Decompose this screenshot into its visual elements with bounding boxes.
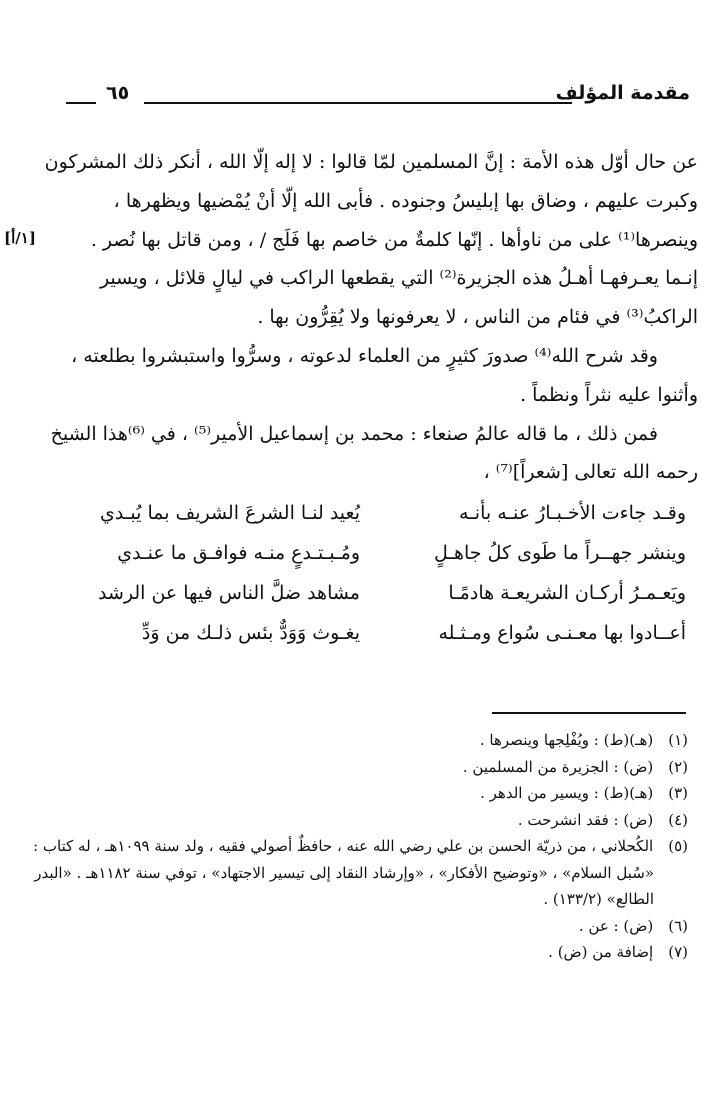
poem-verse	[70, 582, 686, 622]
footnote	[74, 913, 688, 940]
body-line: رحمه الله تعالى [شعراً]⁽⁷⁾ ،	[483, 461, 698, 484]
footnote-text: (ض) : الجزيرة من المسلمين .	[462, 757, 654, 776]
footnote-text: (ض) : فقد انشرحت .	[517, 810, 654, 829]
footnote	[74, 939, 688, 966]
footnote-text: (هـ)(ط) : ويُفْلِجها وينصرها .	[479, 731, 654, 749]
body-line: وأثنوا عليه نثراً ونظماً .	[520, 383, 698, 406]
body-line: فمن ذلك ، ما قاله عالمُ صنعاء : محمد بن إسماعيل الأمير⁽⁵⁾ ، في ⁽⁶⁾هذا الشيخ	[50, 422, 658, 445]
poem-verse	[70, 542, 686, 582]
footnote	[74, 727, 688, 754]
header-dash	[66, 102, 96, 104]
footnote-number: (٥)	[668, 837, 688, 855]
body-line: عن حال أوّل هذه الأمة : إنَّ المسلمين لمّا قالوا : لا إله إلّا الله ، أنكر ذلك المشركون	[44, 151, 698, 173]
footnote-number: (٢)	[668, 757, 688, 776]
page-number: ٦٥	[106, 82, 130, 104]
body-text	[44, 143, 698, 492]
footnote-number: (٦)	[668, 916, 688, 935]
header-rule	[144, 102, 572, 104]
body-line: إنـما يعـرفهـا أهـلُ هذه الجزيرة⁽²⁾ التي يقطعها الراكب في ليالٍ قلائل ، ويسير	[99, 267, 698, 290]
footnote-text: (هـ)(ط) : ويسير من الدهر .	[480, 784, 654, 802]
running-title: مقدمة المؤلف	[555, 82, 690, 104]
body-line: وينصرها⁽¹⁾ على من ناوأها . إنّها كلمةٌ من خاصم بها فَلَج / ، ومن قاتل بها نُصر .	[90, 228, 698, 251]
footnote	[33, 833, 688, 860]
footnote-separator	[492, 712, 686, 714]
body-line: الراكبُ⁽³⁾ في فئام من الناس ، لا يعرفونها ولا يُقِرُّون بها .	[257, 306, 698, 329]
footnote-text: (ض) : عن .	[578, 916, 654, 935]
verse-second-hemistich: مشاهد ضلَّ الناس فيها عن الرشد	[97, 582, 360, 604]
footnote	[74, 807, 688, 834]
verse-second-hemistich: ومُـبـتـدعٍ منـه فوافـق ما عنـدي	[117, 542, 360, 564]
manuscript-folio-ref: [١/أ]	[4, 229, 36, 247]
footnote-number: (١)	[668, 731, 688, 749]
footnote-number: (٧)	[668, 943, 688, 961]
footnote-text: إضافة من (ض) .	[548, 943, 654, 961]
footnote	[74, 754, 688, 781]
footnote-number: (٣)	[668, 784, 688, 802]
footnote	[74, 780, 688, 807]
verse-first-hemistich: أعــادوا بها معـنـى سُواع ومـثـله	[438, 622, 686, 644]
page-header	[66, 82, 690, 116]
verse-second-hemistich: يغـوث وَوَدٌّ بئس ذلـك من وَدِّ	[141, 622, 360, 644]
poem-verse	[70, 502, 686, 542]
body-line: وقد شرح الله⁽⁴⁾ صدورَ كثيرٍ من العلماء لدعوته ، وسرُّوا واستبشروا بطلعته ،	[71, 344, 658, 367]
poem-verse	[70, 622, 686, 662]
footnote-continuation: «سُبل السلام» ، «وتوضيح الأفكار» ، «وإرشاد النقاد إلى تيسير الاجتهاد» ، توفي سنة ١١٨٢هـ . «البدر	[34, 863, 654, 882]
verse-first-hemistich: وقـد جاءت الأخـبـارُ عنـه بأنـه	[459, 502, 686, 524]
footnote-number: (٤)	[668, 810, 688, 829]
verse-second-hemistich: يُعيد لنـا الشرعَ الشريف بما يُبـدي	[99, 502, 360, 524]
verse-first-hemistich: ويَعـمـرُ أركـان الشريعـة هادمًـا	[448, 582, 686, 604]
body-line: وكبرت عليهم ، وضاق بها إبليسُ وجنوده . فأبى الله إلّا أنْ يُمْضيها ويظهرها ،	[113, 189, 698, 212]
verse-first-hemistich: وينشر جهــراً ما طَوى كلُ جاهـلٍ	[434, 542, 686, 564]
footnote-continuation: الطالع» (١٣٣/٢) .	[543, 890, 654, 908]
footnotes	[33, 727, 688, 966]
poem	[70, 502, 686, 662]
footnote-text: الكُحلاني ، من ذريّة الحسن بن علي رضي الله عنه ، حافظٌ أصولي فقيه ، ولد سنة ١٠٩٩هـ ، له كتاب :	[33, 837, 654, 855]
